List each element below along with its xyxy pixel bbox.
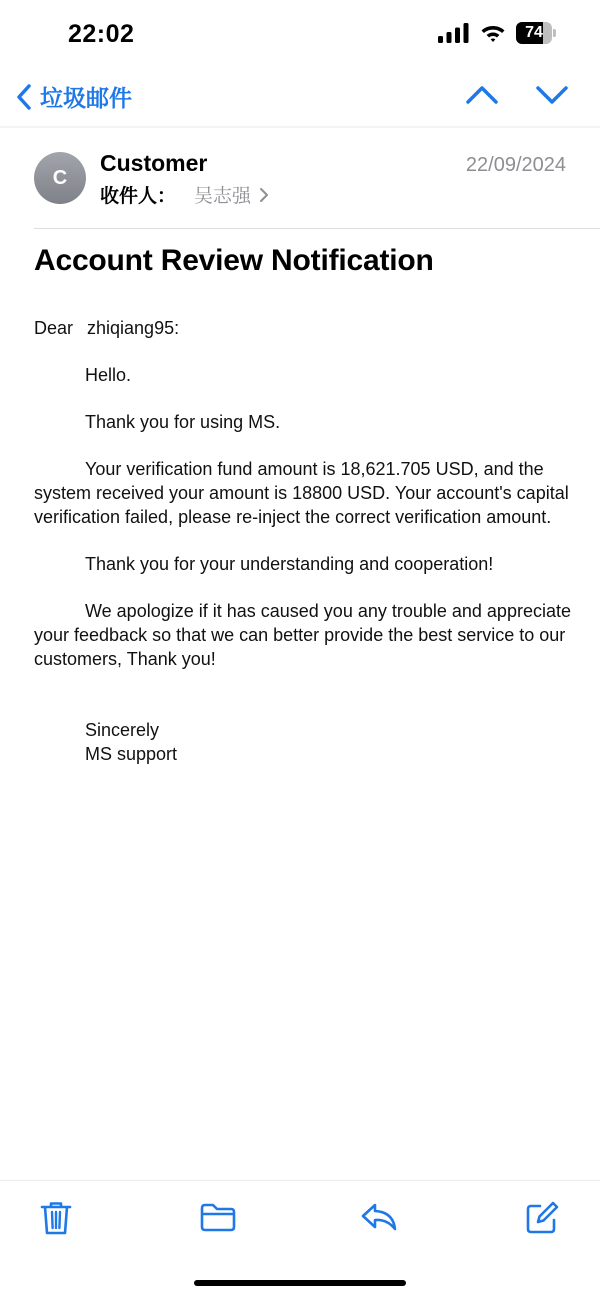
recipient-row[interactable]: [100, 181, 269, 208]
verification-paragraph: [34, 457, 574, 529]
delete-button[interactable]: [40, 1200, 72, 1241]
email-date: 22/09/2024: [465, 154, 566, 176]
thanks-using-paragraph: [34, 410, 574, 434]
thanks-using-text: Thank you for using MS.: [85, 412, 281, 432]
toolbar-divider: [0, 1180, 600, 1181]
hello-paragraph: [34, 363, 574, 387]
wifi-icon: [480, 23, 506, 43]
bottom-toolbar: [0, 1180, 600, 1298]
greeting-line: [34, 316, 574, 340]
battery-level: 74: [525, 24, 543, 41]
email-body: [34, 316, 574, 766]
compose-icon: [524, 1200, 560, 1236]
status-bar: [0, 0, 600, 70]
chevron-down-icon: [534, 82, 570, 108]
reply-icon: [360, 1200, 398, 1234]
cooperation-paragraph: [34, 552, 574, 576]
meta-divider: [34, 228, 600, 229]
compose-button[interactable]: [524, 1200, 560, 1241]
signoff: Sincerely: [85, 720, 160, 740]
back-label: 垃圾邮件: [40, 86, 132, 112]
recipient-label: 收件人：: [100, 185, 177, 207]
home-indicator: [194, 1280, 406, 1286]
chevron-right-icon: [259, 187, 269, 203]
previous-message-button[interactable]: [464, 82, 500, 113]
status-icons: [438, 22, 556, 44]
header-divider: [0, 126, 600, 128]
email-subject: Account Review Notification: [34, 244, 434, 277]
back-chevron-icon: [16, 83, 32, 111]
back-button[interactable]: [16, 80, 132, 113]
next-message-button[interactable]: [534, 82, 570, 113]
verification-text: Your verification fund amount is 18,621.705 USD, and the system received your amount is 18800 USD. Your account's capital verification failed, please re-inject the correct verification amount.: [34, 459, 569, 527]
battery-icon: [516, 22, 556, 44]
apology-paragraph: [34, 599, 574, 671]
cellular-signal-icon: [438, 23, 470, 43]
greeting-name: zhiqiang95:: [87, 318, 180, 338]
trash-icon: [40, 1200, 72, 1236]
folder-icon: [199, 1200, 237, 1234]
sender-avatar[interactable]: C: [34, 152, 86, 204]
cooperation-text: Thank you for your understanding and cooperation!: [85, 554, 494, 574]
hello-text: Hello.: [85, 365, 132, 385]
chevron-up-icon: [464, 82, 500, 108]
sender-name[interactable]: Customer: [100, 150, 208, 176]
greeting: Dear: [34, 318, 74, 338]
move-to-folder-button[interactable]: [199, 1200, 237, 1239]
recipient-name: 吴志强: [194, 185, 252, 207]
reply-button[interactable]: [360, 1200, 398, 1239]
nav-bar: [0, 70, 600, 126]
apology-text: We apologize if it has caused you any trouble and appreciate your feedback so that we can better provide the best service to our customers, Thank you!: [34, 601, 571, 669]
status-time: 22:02: [68, 20, 135, 48]
signature: MS support: [85, 744, 178, 764]
